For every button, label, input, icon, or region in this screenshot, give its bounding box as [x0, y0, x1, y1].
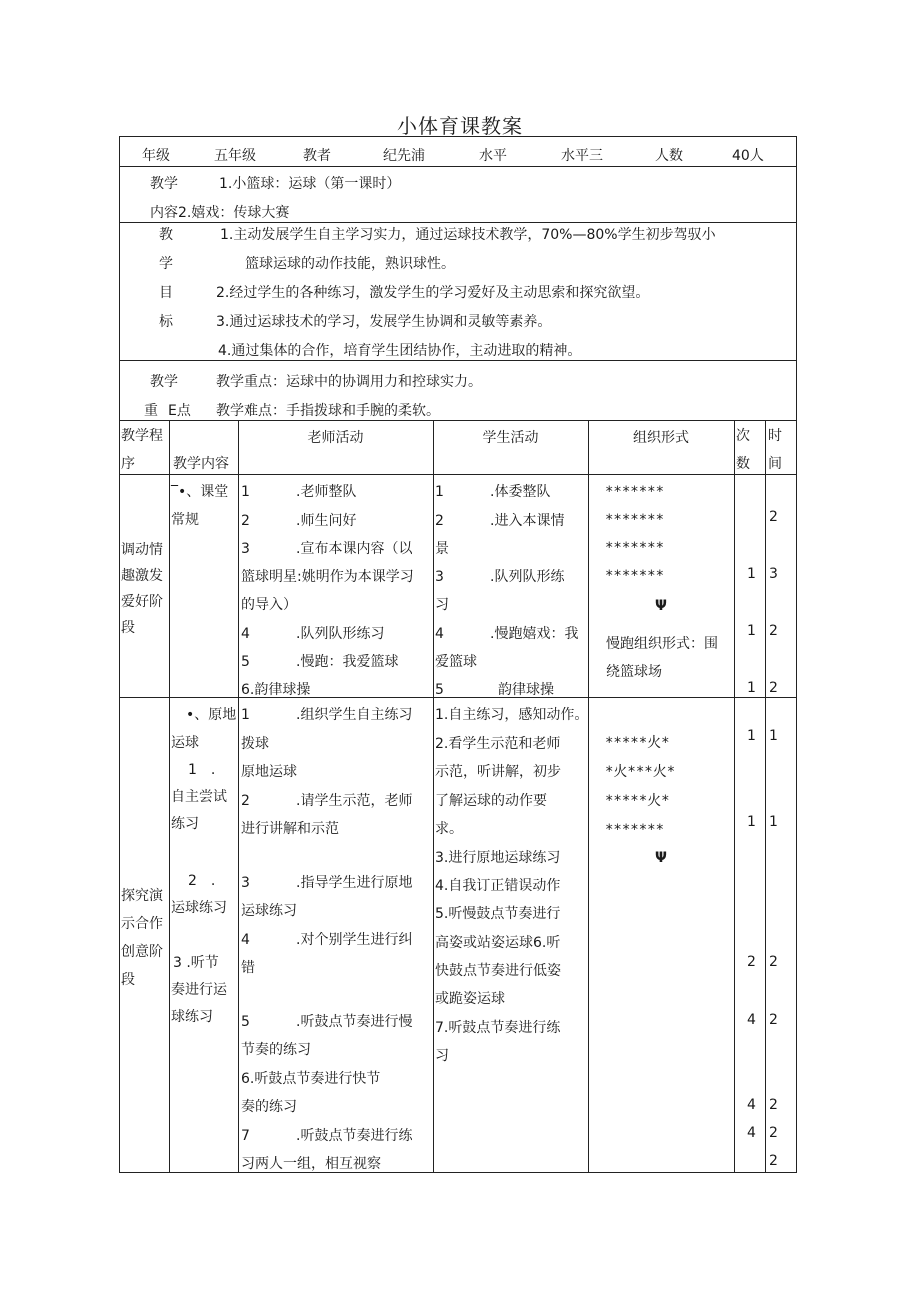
student-step: 示范，听讲解，初步: [435, 764, 561, 780]
col-procedure: 序: [121, 456, 135, 472]
student-step: 景: [435, 541, 449, 557]
student-step: 5.听慢鼓点节奏进行: [435, 906, 561, 922]
rule-header: [119, 166, 797, 167]
student-step: .体委整队: [490, 484, 551, 500]
duration-value: 2: [769, 680, 778, 696]
times-value: 1: [747, 728, 756, 744]
content-item-2: 内容2.嬉戏：传球大赛: [150, 205, 290, 221]
content-line: 运球练习: [171, 900, 227, 916]
rule-table-header: [119, 474, 797, 475]
teacher-step-num: 5: [241, 1014, 250, 1030]
formation-row: *******: [605, 822, 665, 838]
keypoints-label: 重: [144, 403, 158, 419]
teacher-step-num: 2: [241, 793, 250, 809]
duration-value: 2: [769, 1097, 778, 1113]
goal-line: 2.经过学生的各种练习，激发学生的学习爱好及主动思索和探究欲望。: [216, 285, 650, 301]
duration-value: 2: [769, 1012, 778, 1028]
col-rule-5: [734, 420, 735, 1173]
grade-label: 年级: [142, 148, 170, 164]
count-label: 人数: [655, 148, 683, 164]
times-value: 4: [747, 1097, 756, 1113]
formation-row: *******: [605, 568, 665, 584]
duration-value: 2: [769, 954, 778, 970]
col-rule-6: [765, 420, 766, 1173]
student-step: .慢跑嬉戏：我: [490, 626, 579, 642]
teacher-step: 的导入）: [241, 597, 297, 613]
goal-line: 篮球运球的动作技能，熟识球性。: [245, 256, 455, 272]
keypoints-label: E点: [168, 403, 191, 419]
page-title: 小体育课教案: [397, 114, 523, 138]
student-step: 7.听鼓点节奏进行练: [435, 1020, 561, 1036]
duration-value: 1: [769, 728, 778, 744]
teacher-step: .师生问好: [296, 513, 357, 529]
duration-value: 2: [769, 1153, 778, 1169]
stage-line: 趣激发: [121, 568, 163, 584]
col-teacher: 老师活动: [307, 430, 364, 446]
formation-row: *******: [605, 540, 665, 556]
col-duration: 间: [768, 456, 782, 472]
student-step: 高姿或站姿运球6.听: [435, 935, 561, 951]
level-label: 水平: [479, 148, 507, 164]
teacher-step: 习两人一组，相互视察: [241, 1156, 381, 1172]
col-times: 数: [736, 456, 750, 472]
student-step-num: 4: [435, 626, 444, 642]
content-item-1: 1.小篮球：运球（第一课时）: [219, 176, 401, 192]
student-step: 或跪姿运球: [435, 991, 505, 1007]
teacher-step-num: 4: [241, 932, 250, 948]
col-rule-1: [169, 420, 170, 1173]
stage-line: 爱好阶: [121, 594, 163, 610]
stage-line: 段: [121, 972, 135, 988]
stage-line: 段: [121, 620, 135, 636]
student-step: 习: [435, 1048, 449, 1064]
teacher-step: 奏的练习: [241, 1099, 297, 1115]
teacher-step-num: 3: [241, 541, 250, 557]
duration-value: 2: [769, 509, 778, 525]
teacher-step-num: 3: [241, 875, 250, 891]
duration-value: 1: [769, 814, 778, 830]
formation-row: *火***火*: [605, 764, 676, 780]
stage-line: 探究演: [121, 888, 163, 904]
teacher-step: .请学生示范，老师: [296, 793, 413, 809]
student-step: 了解运球的动作要: [435, 793, 547, 809]
teacher-step: .指导学生进行原地: [296, 875, 413, 891]
student-step-num: 5: [435, 682, 444, 698]
rule-section1: [119, 697, 797, 698]
col-content: 教学内容: [173, 456, 229, 472]
teacher-step: .听鼓点节奏进行慢: [296, 1014, 413, 1030]
col-organization: 组织形式: [633, 430, 689, 446]
stage-line: 创意阶: [121, 944, 163, 960]
difficulty-point: 教学难点：手指拨球和手腕的柔软。: [216, 403, 440, 419]
student-step: 3.进行原地运球练习: [435, 850, 561, 866]
content-label: 教学: [150, 176, 178, 192]
student-step: 4.自我订正错误动作: [435, 878, 561, 894]
teacher-label: 教者: [303, 148, 331, 164]
student-step: 韵律球操: [498, 682, 554, 698]
duration-value: 3: [769, 566, 778, 582]
goals-label-char: 学: [159, 256, 173, 272]
student-step-num: 1: [435, 484, 444, 500]
student-step: 爱篮球: [435, 654, 477, 670]
col-procedure: 教学程: [121, 428, 163, 444]
teacher-step: 节奏的练习: [241, 1042, 311, 1058]
times-value: 1: [747, 623, 756, 639]
goal-line: 4.通过集体的合作，培育学生团结协作，主动进取的精神。: [218, 343, 582, 359]
student-step-num: 3: [435, 569, 444, 585]
col-rule-3: [433, 420, 434, 1173]
content-line: ‾•、课堂: [171, 484, 229, 500]
stage-line: 示合作: [121, 916, 163, 932]
teacher-step: .老师整队: [296, 484, 357, 500]
goals-label-char: 标: [159, 314, 173, 330]
times-value: 1: [747, 814, 756, 830]
student-step: 快鼓点节奏进行低姿: [435, 963, 561, 979]
grade-value: 五年级: [214, 148, 256, 164]
teacher-step: 运球练习: [241, 903, 297, 919]
teacher-step: .宣布本课内容（以: [296, 541, 413, 557]
student-step: 习: [435, 597, 449, 613]
student-step: 1.自主练习，感知动作。: [435, 707, 589, 723]
teacher-step-num: 5: [241, 654, 250, 670]
teacher-step: 拨球: [241, 736, 269, 752]
content-line: 球练习: [171, 1009, 213, 1025]
goals-label-char: 目: [159, 285, 173, 301]
content-line: 常规: [171, 512, 199, 528]
content-line: 1 .: [188, 762, 216, 778]
teacher-step: .对个别学生进行纠: [296, 932, 413, 948]
student-step: 求。: [435, 821, 463, 837]
formation-row: *******: [605, 484, 665, 500]
content-line: 运球: [171, 735, 199, 751]
content-line: 2 .: [188, 873, 216, 889]
col-rule-2: [238, 420, 239, 1173]
teacher-position-icon: Ψ: [655, 598, 667, 614]
formation-row: *****火*: [605, 793, 670, 809]
teacher-step-num: 4: [241, 626, 250, 642]
content-line: •、原地: [186, 707, 237, 723]
col-rule-4: [588, 420, 589, 1173]
teacher-step: .队列队形练习: [296, 626, 385, 642]
teacher-step: .慢跑：我爱篮球: [296, 654, 399, 670]
teacher-step: .听鼓点节奏进行练: [296, 1128, 413, 1144]
keypoints-label: 教学: [150, 374, 178, 390]
times-value: 2: [747, 954, 756, 970]
teacher-step-num: 2: [241, 513, 250, 529]
teacher-step-num: 7: [241, 1128, 250, 1144]
teacher-step: 篮球明星:姚明作为本课学习: [241, 569, 414, 585]
col-duration: 时: [768, 428, 782, 444]
goal-line: 3.通过运球技术的学习，发展学生协调和灵敏等素养。: [216, 314, 552, 330]
student-step-num: 2: [435, 513, 444, 529]
key-point: 教学重点：运球中的协调用力和控球实力。: [216, 374, 482, 390]
goal-line: 1.主动发展学生自主学习实力，通过运球技术教学，70%—80%学生初步驾驭小: [220, 227, 716, 243]
student-step: 2.看学生示范和老师: [435, 736, 561, 752]
content-line: 自主尝试: [171, 789, 227, 805]
duration-value: 2: [769, 1125, 778, 1141]
times-value: 1: [747, 680, 756, 696]
teacher-step: 原地运球: [241, 764, 297, 780]
student-step: .队列队形练: [490, 569, 565, 585]
teacher-value: 纪先浦: [383, 148, 425, 164]
teacher-step: 6.听鼓点节奏进行快节: [241, 1071, 381, 1087]
level-value: 水平三: [561, 148, 603, 164]
col-student: 学生活动: [482, 430, 539, 446]
teacher-step: 进行讲解和示范: [241, 821, 339, 837]
times-value: 4: [747, 1012, 756, 1028]
student-step: .进入本课情: [490, 513, 565, 529]
duration-value: 2: [769, 623, 778, 639]
org-note: 慢跑组织形式：围: [606, 636, 718, 652]
teacher-step: .组织学生自主练习: [296, 707, 413, 723]
teacher-step-num: 1: [241, 707, 250, 723]
goals-label-char: 教: [159, 227, 173, 243]
count-value: 40人: [732, 148, 764, 164]
teacher-step: 6.韵律球操: [241, 682, 311, 698]
org-note: 绕篮球场: [606, 664, 662, 680]
times-value: 1: [747, 566, 756, 582]
formation-row: *******: [605, 512, 665, 528]
teacher-position-icon: Ψ: [655, 850, 667, 866]
teacher-step: 错: [241, 960, 255, 976]
times-value: 4: [747, 1125, 756, 1141]
col-times: 次: [736, 428, 750, 444]
content-line: 奏进行运: [171, 982, 227, 998]
content-line: 练习: [171, 816, 199, 832]
content-line: 3 .听节: [173, 955, 219, 971]
stage-line: 调动情: [121, 542, 163, 558]
formation-row: *****火*: [605, 735, 670, 751]
teacher-step-num: 1: [241, 484, 250, 500]
